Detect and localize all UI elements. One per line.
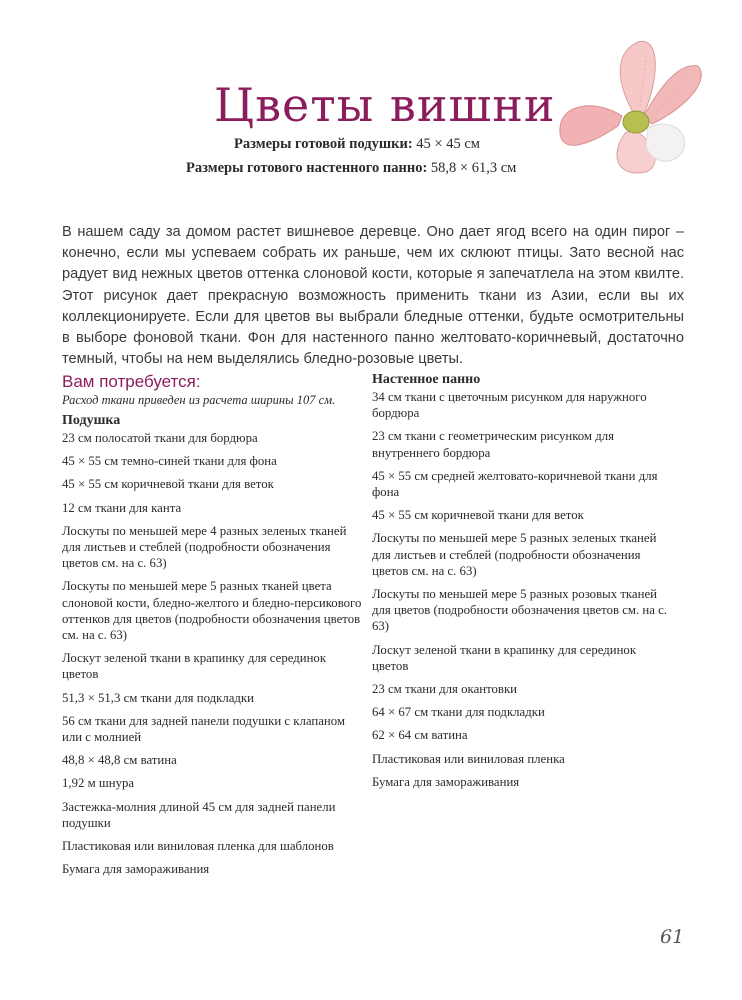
list-item: 23 см ткани для окантовки [372, 682, 518, 697]
list-item: 45 × 55 см средней желтовато-коричневой ткани для фона [372, 468, 658, 500]
list-item: Лоскуты по меньшей мере 5 разных зеленых тканей для листьев и стеблей (подробности обозначения цветов см. на с. 63) [372, 531, 657, 578]
pillow-size-value: 45 × 45 см [416, 136, 480, 152]
panel-size-label: Размеры готового настенного панно: [186, 160, 428, 176]
list-item: 23 см ткани с геометрическим рисунком для внутреннего бордюра [372, 429, 615, 460]
materials-heading: Вам потребуется: [62, 372, 201, 391]
list-item: 45 × 55 см темно-синей ткани для фона [62, 454, 277, 469]
cherry-blossom-icon [548, 36, 716, 182]
panel-title: Настенное панно [372, 372, 481, 387]
panel-materials [372, 372, 672, 797]
list-item: 45 × 55 см коричневой ткани для веток [62, 477, 274, 492]
list-item: Лоскут зеленой ткани в крапинку для серединок цветов [62, 651, 327, 682]
list-item: 12 см ткани для канта [62, 500, 182, 515]
list-item: 56 см ткани для задней панели подушки с клапаном или с молнией [62, 713, 345, 745]
list-item: Пластиковая или виниловая пленка [372, 751, 565, 766]
list-item: 48,8 × 48,8 см ватина [62, 753, 177, 768]
materials-note: Расход ткани приведен из расчета ширины 107 см. [62, 393, 336, 407]
list-item: Лоскут зеленой ткани в крапинку для серединок цветов [372, 642, 637, 673]
pillow-title: Подушка [62, 413, 121, 428]
page-title: Цветы вишни [214, 78, 556, 132]
list-item: Лоскуты по меньшей мере 4 разных зеленых тканей для листьев и стеблей (подробности обозначения цветов см. на с. 63) [62, 523, 347, 571]
list-item: 64 × 67 см ткани для подкладки [372, 705, 545, 720]
list-item: 34 см ткани с цветочным рисунком для наружного бордюра [372, 390, 647, 421]
list-item: 62 × 64 см ватина [372, 728, 468, 743]
pillow-size-line [234, 136, 480, 153]
list-item: Бумага для замораживания [62, 862, 210, 877]
list-item: Бумага для замораживания [372, 774, 520, 789]
list-item: Лоскуты по меньшей мере 5 разных тканей цвета слоновой кости, бледно-желтого и бледно-персикового оттенков для цветов (подробности обозначения цветов см. на с. 63) [62, 579, 362, 643]
list-item: Пластиковая или виниловая пленка для шаблонов [62, 839, 334, 854]
panel-size-line [186, 160, 516, 177]
pillow-size-label: Размеры готовой подушки: [234, 136, 413, 152]
list-item: Застежка-молния длиной 45 см для задней панели подушки [62, 799, 336, 830]
intro-paragraph: В нашем саду за домом растет вишневое деревце. Оно дает ягод всего на один пирог – конечно, если мы успеваем собрать их раньше, чем их склюют птицы. Зато весной нас радует вид нежных цветов оттенка слоновой кости, которые я запечатлела на этом квилте. Этот рисунок дает прекрасную возможность применить ткани из Азии, если вы их коллекционируете. Если для цветов вы выбрали бледные оттенки, будьте осмотрительны в выборе фоновой ткани. Фон для настенного панно желтовато-коричневый, достаточно темный, чтобы на нем выделялись бледно-розовые цветы. [62, 224, 684, 368]
list-item: 51,3 × 51,3 см ткани для подкладки [62, 690, 255, 705]
list-item: Лоскуты по меньшей мере 5 разных розовых тканей для цветов (подробности обозначения цветов см. на с. 63) [372, 587, 668, 634]
list-item: 1,92 м шнура [62, 776, 135, 791]
list-item: 45 × 55 см коричневой ткани для веток [372, 508, 584, 523]
panel-size-value: 58,8 × 61,3 см [430, 160, 517, 176]
page-number: 61 [660, 926, 685, 948]
list-item: 23 см полосатой ткани для бордюра [62, 431, 258, 445]
pillow-materials [62, 413, 362, 884]
